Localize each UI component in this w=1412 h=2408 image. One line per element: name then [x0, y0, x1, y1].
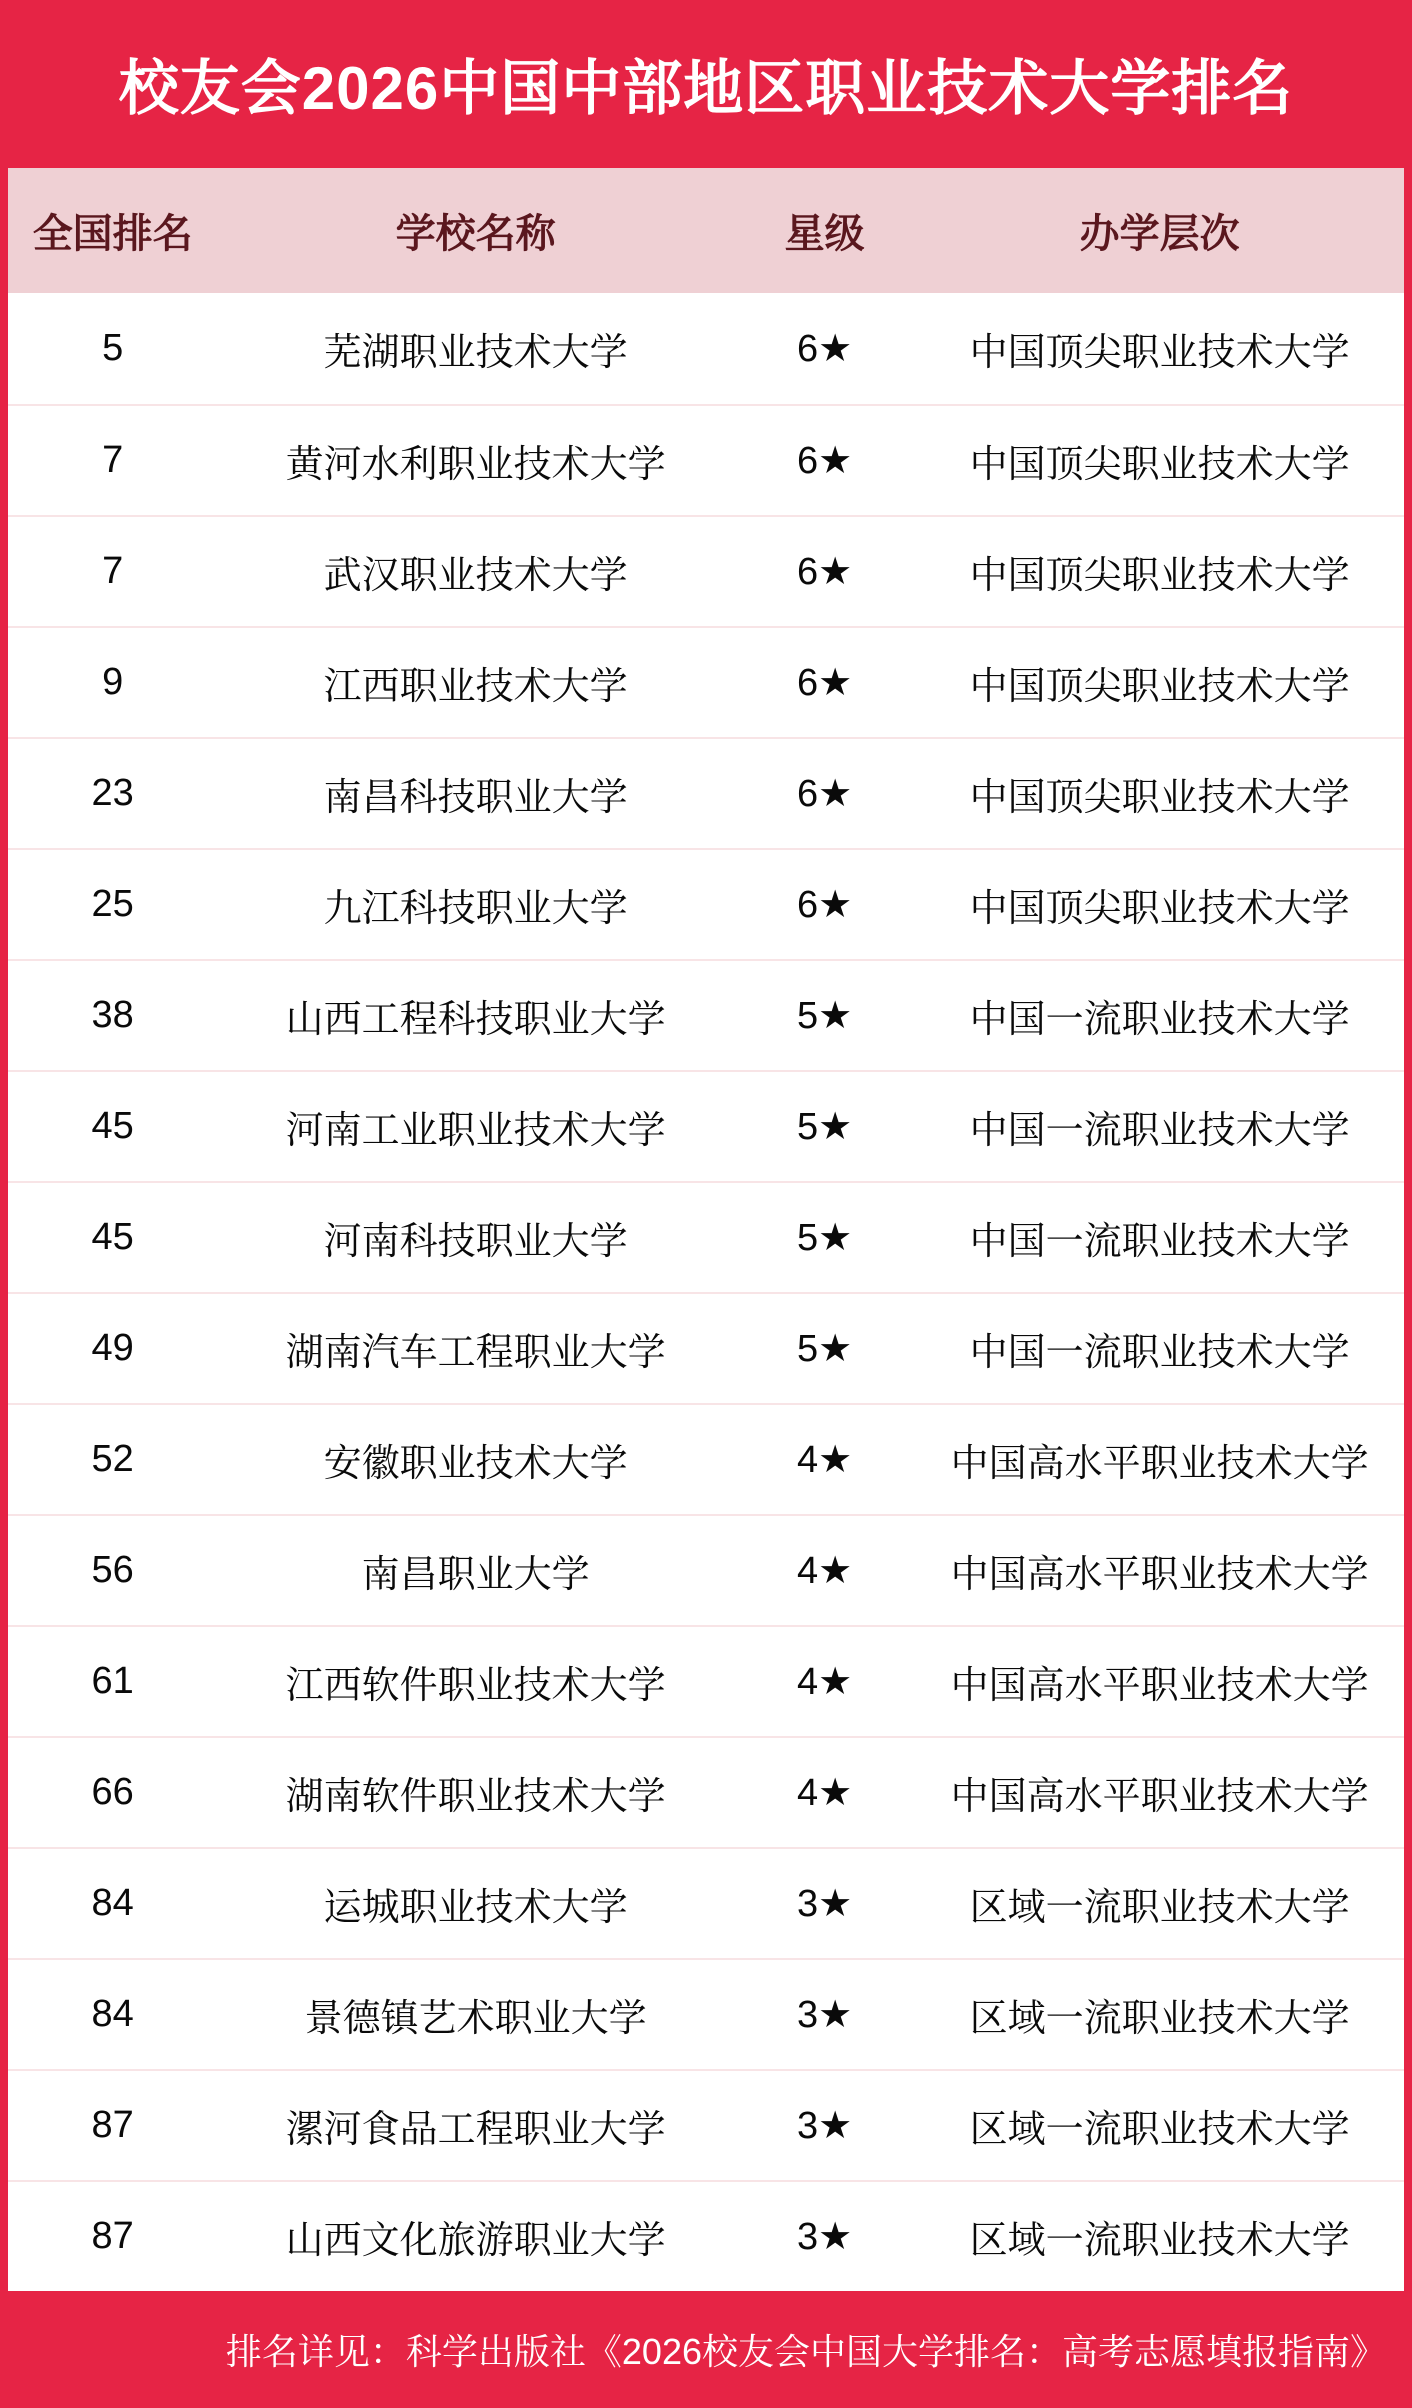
star-cell: 4★: [797, 1550, 853, 1592]
school-cell: 南昌职业大学: [361, 1554, 590, 1596]
rank-cell: 66: [91, 1771, 134, 1813]
school-cell: 湖南汽车工程职业大学: [285, 1332, 666, 1374]
level-cell: 区域一流职业技术大学: [969, 2109, 1350, 2151]
level-cell: 中国顶尖职业技术大学: [969, 777, 1350, 819]
table-row: [8, 1403, 1404, 1514]
school-cell: 漯河食品工程职业大学: [285, 2109, 666, 2151]
star-cell: 6★: [797, 328, 853, 370]
table-row: [8, 2180, 1404, 2291]
rank-cell: 84: [91, 1882, 134, 1924]
level-cell: 中国一流职业技术大学: [969, 999, 1350, 1041]
table-body: [8, 293, 1404, 2291]
school-cell: 安徽职业技术大学: [323, 1443, 628, 1485]
star-cell: 3★: [797, 2216, 853, 2258]
rank-cell: 7: [102, 439, 124, 481]
table-row: [8, 293, 1404, 404]
rank-cell: 52: [91, 1438, 134, 1480]
star-cell: 6★: [797, 440, 853, 482]
table-row: [8, 1958, 1404, 2069]
level-cell: 中国一流职业技术大学: [969, 1332, 1350, 1374]
level-cell: 中国一流职业技术大学: [969, 1110, 1350, 1152]
star-cell: 5★: [797, 1217, 853, 1259]
level-cell: 中国高水平职业技术大学: [950, 1443, 1369, 1485]
school-cell: 南昌科技职业大学: [323, 777, 628, 819]
star-cell: 3★: [797, 1994, 853, 2036]
star-cell: 4★: [797, 1772, 853, 1814]
star-cell: 5★: [797, 995, 853, 1037]
table-row: [8, 1736, 1404, 1847]
rank-cell: 87: [91, 2104, 134, 2146]
table-row: [8, 1625, 1404, 1736]
rank-cell: 61: [91, 1660, 134, 1702]
school-cell: 武汉职业技术大学: [323, 555, 628, 597]
page-title: 校友会2026中国中部地区职业技术大学排名: [118, 55, 1294, 122]
table-row: [8, 1070, 1404, 1181]
table-row: [8, 959, 1404, 1070]
school-cell: 九江科技职业大学: [323, 888, 628, 930]
level-cell: 中国顶尖职业技术大学: [969, 666, 1350, 708]
rank-cell: 7: [102, 550, 124, 592]
rank-cell: 5: [102, 327, 124, 369]
level-cell: 中国顶尖职业技术大学: [969, 444, 1350, 486]
school-cell: 河南工业职业技术大学: [285, 1110, 666, 1152]
header-cell-school: 学校名称: [395, 212, 556, 256]
star-cell: 5★: [797, 1328, 853, 1370]
school-cell: 黄河水利职业技术大学: [285, 444, 666, 486]
rank-cell: 87: [91, 2215, 134, 2257]
footer-note: 排名详见：科学出版社《2026校友会中国大学排名：高考志愿填报指南》: [225, 2331, 1386, 2372]
rank-cell: 84: [91, 1993, 134, 2035]
table-row: [8, 1292, 1404, 1403]
star-cell: 6★: [797, 884, 853, 926]
school-cell: 湖南软件职业技术大学: [285, 1776, 666, 1818]
table-row: [8, 1514, 1404, 1625]
table-row: [8, 848, 1404, 959]
school-cell: 运城职业技术大学: [323, 1887, 628, 1929]
level-cell: 中国一流职业技术大学: [969, 1221, 1350, 1263]
header-cell-level: 办学层次: [1079, 212, 1240, 256]
rank-cell: 56: [91, 1549, 134, 1591]
star-cell: 6★: [797, 551, 853, 593]
star-cell: 3★: [797, 1883, 853, 1925]
rank-cell: 25: [91, 883, 134, 925]
school-cell: 江西职业技术大学: [323, 666, 628, 708]
level-cell: 区域一流职业技术大学: [969, 2220, 1350, 2262]
table-row: [8, 404, 1404, 515]
school-cell: 山西工程科技职业大学: [285, 999, 666, 1041]
level-cell: 中国高水平职业技术大学: [950, 1554, 1369, 1596]
star-cell: 4★: [797, 1439, 853, 1481]
rank-cell: 38: [91, 994, 134, 1036]
title-banner: [0, 0, 1412, 168]
school-cell: 景德镇艺术职业大学: [304, 1998, 647, 2040]
table-header: [8, 168, 1404, 293]
footer-banner: [0, 2291, 1412, 2408]
table-row: [8, 737, 1404, 848]
table-row: [8, 626, 1404, 737]
rank-cell: 23: [91, 772, 134, 814]
star-cell: 6★: [797, 662, 853, 704]
table-row: [8, 515, 1404, 626]
level-cell: 区域一流职业技术大学: [969, 1887, 1350, 1929]
level-cell: 中国顶尖职业技术大学: [969, 888, 1350, 930]
table-row: [8, 2069, 1404, 2180]
table-row: [8, 1847, 1404, 1958]
star-cell: 5★: [797, 1106, 853, 1148]
rank-cell: 9: [102, 661, 124, 703]
rank-cell: 45: [91, 1216, 134, 1258]
star-cell: 3★: [797, 2105, 853, 2147]
table-row: [8, 1181, 1404, 1292]
level-cell: 中国高水平职业技术大学: [950, 1776, 1369, 1818]
level-cell: 区域一流职业技术大学: [969, 1998, 1350, 2040]
header-cell-star: 星级: [784, 212, 865, 256]
star-cell: 6★: [797, 773, 853, 815]
ranking-table: [8, 168, 1404, 2291]
school-cell: 山西文化旅游职业大学: [285, 2220, 666, 2262]
level-cell: 中国顶尖职业技术大学: [969, 555, 1350, 597]
level-cell: 中国高水平职业技术大学: [950, 1665, 1369, 1707]
level-cell: 中国顶尖职业技术大学: [969, 332, 1350, 374]
star-cell: 4★: [797, 1661, 853, 1703]
school-cell: 芜湖职业技术大学: [323, 332, 628, 374]
rank-cell: 49: [91, 1327, 134, 1369]
header-cell-rank: 全国排名: [32, 212, 193, 256]
rank-cell: 45: [91, 1105, 134, 1147]
school-cell: 河南科技职业大学: [323, 1221, 628, 1263]
school-cell: 江西软件职业技术大学: [285, 1665, 666, 1707]
